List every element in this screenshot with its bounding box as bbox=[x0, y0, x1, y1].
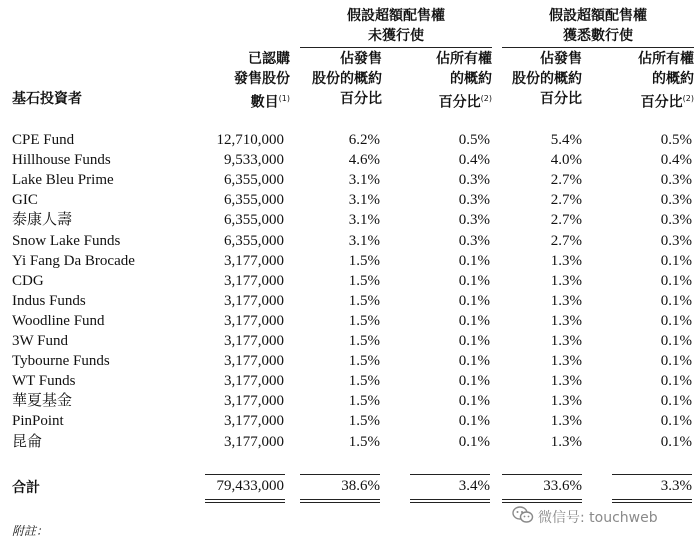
group-header-exercised: 假設超額配售權 獲悉數行使 bbox=[549, 8, 647, 44]
total-label: 合計 bbox=[12, 480, 40, 496]
offer-pct-not-exercised: 6.2% bbox=[348, 132, 380, 148]
watermark-text: 微信号: touchweb bbox=[538, 510, 658, 526]
col-header-offer-pct-1: 佔發售 股份的概約 百分比 bbox=[312, 51, 382, 107]
offer-pct-exercised: 5.4% bbox=[550, 132, 582, 148]
offer-pct-exercised: 2.7% bbox=[550, 192, 582, 209]
total-pct-exercised: 0.3% bbox=[660, 172, 692, 189]
offer-pct-exercised: 1.3% bbox=[550, 433, 582, 450]
offer-pct-exercised: 1.3% bbox=[550, 292, 582, 309]
investor-name: Lake Bleu Prime bbox=[12, 172, 114, 189]
total-offer-pct-2: 33.6% bbox=[543, 478, 582, 494]
group-header-not-exercised: 假設超額配售權 未獲行使 bbox=[347, 8, 445, 44]
investor-name: 3W Fund bbox=[12, 333, 68, 349]
offer-pct-not-exercised: 1.5% bbox=[348, 413, 380, 430]
total-pct-not-exercised: 0.5% bbox=[458, 132, 490, 148]
total-pct-exercised: 0.1% bbox=[660, 373, 692, 390]
offer-pct-exercised: 2.7% bbox=[550, 172, 582, 189]
total-underline-shares-2 bbox=[205, 502, 285, 503]
total-rule-shares bbox=[205, 474, 285, 475]
total-pct-not-exercised: 0.3% bbox=[458, 232, 490, 249]
investor-name: CDG bbox=[12, 272, 44, 289]
subscribed-shares: 3,177,000 bbox=[224, 373, 284, 390]
subscribed-shares: 3,177,000 bbox=[224, 292, 284, 309]
offer-pct-exercised: 2.7% bbox=[550, 232, 582, 249]
total-pct-exercised: 0.4% bbox=[660, 152, 692, 169]
total-rule-a bbox=[300, 474, 380, 475]
offer-pct-exercised: 1.3% bbox=[550, 272, 582, 289]
col-header-total-pct-2: 佔所有權 的概約 百分比$^{(2)}$ bbox=[638, 51, 694, 111]
investor-name: PinPoint bbox=[12, 413, 64, 430]
offer-pct-exercised: 1.3% bbox=[550, 393, 582, 410]
total-pct-exercised: 0.1% bbox=[660, 312, 692, 329]
subscribed-shares: 3,177,000 bbox=[224, 433, 284, 450]
offer-pct-not-exercised: 1.5% bbox=[348, 312, 380, 329]
total-underline-d-2 bbox=[612, 502, 692, 503]
total-pct-exercised: 0.5% bbox=[660, 132, 692, 148]
total-underline-c-1 bbox=[502, 499, 582, 500]
group-rule-exercised bbox=[502, 47, 694, 48]
investor-name: Indus Funds bbox=[12, 292, 86, 309]
group-rule-not-exercised bbox=[300, 47, 492, 48]
watermark bbox=[512, 506, 658, 528]
investor-name: Hillhouse Funds bbox=[12, 152, 111, 169]
subscribed-shares: 6,355,000 bbox=[224, 172, 284, 189]
offer-pct-not-exercised: 1.5% bbox=[348, 393, 380, 410]
total-pct-exercised: 0.1% bbox=[660, 292, 692, 309]
offer-pct-not-exercised: 1.5% bbox=[348, 433, 380, 450]
total-total-pct-2: 3.3% bbox=[660, 478, 692, 494]
subscribed-shares: 3,177,000 bbox=[224, 252, 284, 269]
total-pct-exercised: 0.1% bbox=[660, 272, 692, 289]
total-shares: 79,433,000 bbox=[216, 478, 284, 494]
total-underline-a-2 bbox=[300, 502, 380, 503]
total-underline-a-1 bbox=[300, 499, 380, 500]
total-pct-not-exercised: 0.1% bbox=[458, 353, 490, 370]
subscribed-shares: 12,710,000 bbox=[216, 132, 284, 148]
offer-pct-exercised: 1.3% bbox=[550, 353, 582, 370]
total-pct-not-exercised: 0.1% bbox=[458, 312, 490, 329]
total-rule-d bbox=[612, 474, 692, 475]
total-total-pct-1: 3.4% bbox=[458, 478, 490, 494]
offer-pct-exercised: 1.3% bbox=[550, 312, 582, 329]
offer-pct-not-exercised: 1.5% bbox=[348, 353, 380, 370]
investor-name: Yi Fang Da Brocade bbox=[12, 252, 135, 269]
subscribed-shares: 3,177,000 bbox=[224, 413, 284, 430]
footnote-label: 附註： bbox=[12, 524, 49, 538]
subscribed-shares: 3,177,000 bbox=[224, 333, 284, 349]
offer-pct-not-exercised: 1.5% bbox=[348, 333, 380, 349]
total-rule-c bbox=[502, 474, 582, 475]
total-pct-not-exercised: 0.1% bbox=[458, 373, 490, 390]
subscribed-shares: 9,533,000 bbox=[224, 152, 284, 169]
investor-name: Tybourne Funds bbox=[12, 353, 110, 370]
total-pct-exercised: 0.1% bbox=[660, 333, 692, 349]
subscribed-shares: 6,355,000 bbox=[224, 192, 284, 209]
total-pct-not-exercised: 0.4% bbox=[458, 152, 490, 169]
investor-name: GIC bbox=[12, 192, 38, 209]
total-pct-not-exercised: 0.1% bbox=[458, 272, 490, 289]
col-header-offer-pct-2: 佔發售 股份的概約 百分比 bbox=[512, 51, 582, 107]
offer-pct-exercised: 1.3% bbox=[550, 333, 582, 349]
total-pct-exercised: 0.1% bbox=[660, 353, 692, 370]
offer-pct-not-exercised: 3.1% bbox=[348, 192, 380, 209]
offer-pct-not-exercised: 4.6% bbox=[348, 152, 380, 169]
col-header-shares: 已認購 發售股份 數目$^{(1)}$ bbox=[234, 51, 290, 111]
total-underline-shares-1 bbox=[205, 499, 285, 500]
offer-pct-exercised: 1.3% bbox=[550, 373, 582, 390]
offer-pct-not-exercised: 1.5% bbox=[348, 373, 380, 390]
offer-pct-exercised: 1.3% bbox=[550, 413, 582, 430]
total-pct-not-exercised: 0.1% bbox=[458, 433, 490, 450]
investor-name: 昆侖 bbox=[12, 433, 43, 450]
total-pct-exercised: 0.3% bbox=[660, 212, 692, 229]
col-header-investor: 基石投資者 bbox=[12, 91, 82, 107]
total-pct-not-exercised: 0.1% bbox=[458, 292, 490, 309]
total-pct-not-exercised: 0.1% bbox=[458, 393, 490, 410]
subscribed-shares: 3,177,000 bbox=[224, 272, 284, 289]
wechat-icon bbox=[512, 506, 534, 528]
subscribed-shares: 6,355,000 bbox=[224, 212, 284, 229]
subscribed-shares: 3,177,000 bbox=[224, 353, 284, 370]
total-pct-not-exercised: 0.1% bbox=[458, 252, 490, 269]
offer-pct-not-exercised: 1.5% bbox=[348, 292, 380, 309]
total-offer-pct-1: 38.6% bbox=[341, 478, 380, 494]
total-pct-exercised: 0.1% bbox=[660, 433, 692, 450]
offer-pct-not-exercised: 3.1% bbox=[348, 212, 380, 229]
offer-pct-exercised: 2.7% bbox=[550, 212, 582, 229]
col-header-total-pct-1: 佔所有權 的概約 百分比$^{(2)}$ bbox=[436, 51, 492, 111]
total-pct-not-exercised: 0.3% bbox=[458, 212, 490, 229]
total-underline-b-2 bbox=[410, 502, 490, 503]
total-pct-exercised: 0.3% bbox=[660, 192, 692, 209]
total-underline-d-1 bbox=[612, 499, 692, 500]
total-underline-c-2 bbox=[502, 502, 582, 503]
total-pct-exercised: 0.1% bbox=[660, 393, 692, 410]
subscribed-shares: 3,177,000 bbox=[224, 393, 284, 410]
total-pct-exercised: 0.3% bbox=[660, 232, 692, 249]
offer-pct-not-exercised: 3.1% bbox=[348, 232, 380, 249]
investor-name: WT Funds bbox=[12, 373, 76, 390]
subscribed-shares: 6,355,000 bbox=[224, 232, 284, 249]
subscribed-shares: 3,177,000 bbox=[224, 312, 284, 329]
offer-pct-exercised: 1.3% bbox=[550, 252, 582, 269]
total-pct-not-exercised: 0.1% bbox=[458, 333, 490, 349]
total-pct-not-exercised: 0.3% bbox=[458, 192, 490, 209]
total-pct-exercised: 0.1% bbox=[660, 413, 692, 430]
total-rule-b bbox=[410, 474, 490, 475]
offer-pct-exercised: 4.0% bbox=[550, 152, 582, 169]
total-pct-exercised: 0.1% bbox=[660, 252, 692, 269]
total-underline-b-1 bbox=[410, 499, 490, 500]
total-pct-not-exercised: 0.1% bbox=[458, 413, 490, 430]
investor-name: CPE Fund bbox=[12, 132, 75, 148]
offer-pct-not-exercised: 3.1% bbox=[348, 172, 380, 189]
investor-name: Snow Lake Funds bbox=[12, 232, 121, 249]
investor-name: 華夏基金 bbox=[12, 393, 73, 410]
investor-name: Woodline Fund bbox=[12, 312, 105, 329]
offer-pct-not-exercised: 1.5% bbox=[348, 252, 380, 269]
investor-name: 泰康人壽 bbox=[12, 212, 73, 229]
offer-pct-not-exercised: 1.5% bbox=[348, 272, 380, 289]
total-pct-not-exercised: 0.3% bbox=[458, 172, 490, 189]
